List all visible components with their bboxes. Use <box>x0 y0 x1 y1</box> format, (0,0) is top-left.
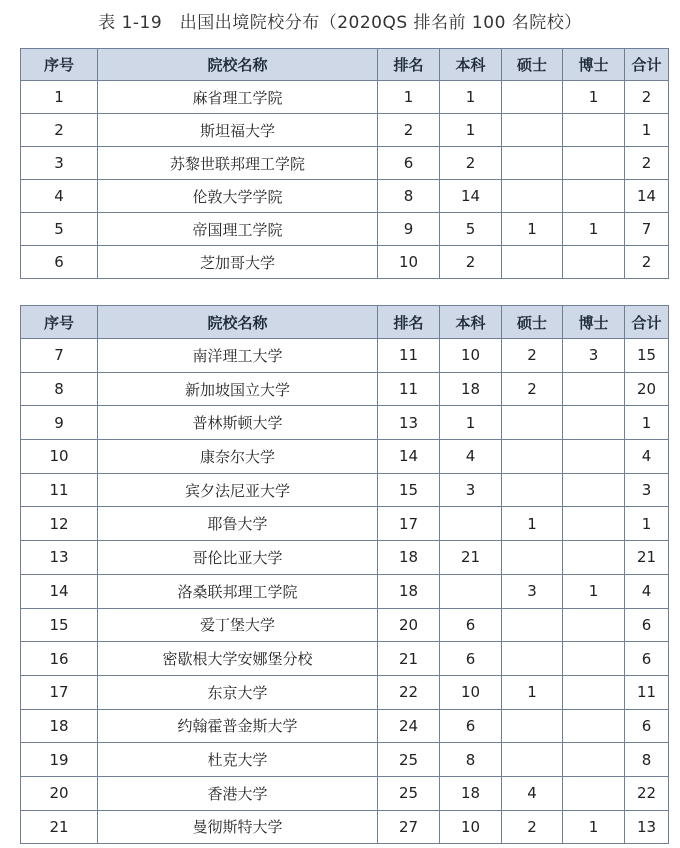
cell-bachelor: 10 <box>440 339 502 373</box>
column-header-total: 合计 <box>625 49 669 81</box>
header-row <box>21 306 669 339</box>
cell-total: 2 <box>625 246 669 279</box>
cell-rank: 18 <box>378 541 440 575</box>
cell-master <box>502 642 563 676</box>
cell-rank: 8 <box>378 180 440 213</box>
cell-rank: 1 <box>378 81 440 114</box>
cell-school-name: 康奈尔大学 <box>98 440 378 474</box>
cell-phd <box>563 642 625 676</box>
cell-master <box>502 440 563 474</box>
cell-school-name: 香港大学 <box>98 776 378 810</box>
cell-index: 15 <box>21 608 98 642</box>
cell-total: 6 <box>625 642 669 676</box>
cell-index: 11 <box>21 473 98 507</box>
page-title: 表 1-19 出国出境院校分布（2020QS 排名前 100 名院校） <box>98 13 582 33</box>
table-row <box>21 114 669 147</box>
cell-master <box>502 743 563 777</box>
column-header-phd: 博士 <box>563 49 625 81</box>
cell-index: 9 <box>21 406 98 440</box>
table-row <box>21 246 669 279</box>
cell-rank: 6 <box>378 147 440 180</box>
table-row <box>21 213 669 246</box>
cell-total: 21 <box>625 541 669 575</box>
cell-total: 4 <box>625 440 669 474</box>
cell-phd <box>563 608 625 642</box>
cell-master <box>502 114 563 147</box>
cell-index: 6 <box>21 246 98 279</box>
cell-bachelor: 21 <box>440 541 502 575</box>
cell-master: 2 <box>502 810 563 844</box>
cell-rank: 11 <box>378 372 440 406</box>
column-header-school: 院校名称 <box>98 49 378 81</box>
table-row <box>21 406 669 440</box>
column-header-index: 序号 <box>21 306 98 339</box>
cell-phd: 1 <box>563 574 625 608</box>
cell-rank: 13 <box>378 406 440 440</box>
cell-index: 20 <box>21 776 98 810</box>
cell-school-name: 南洋理工大学 <box>98 339 378 373</box>
table-row <box>21 642 669 676</box>
cell-rank: 17 <box>378 507 440 541</box>
table-row <box>21 574 669 608</box>
cell-phd <box>563 743 625 777</box>
table-row <box>21 507 669 541</box>
cell-bachelor: 6 <box>440 608 502 642</box>
cell-school-name: 帝国理工学院 <box>98 213 378 246</box>
cell-master <box>502 81 563 114</box>
cell-phd <box>563 440 625 474</box>
cell-school-name: 普林斯顿大学 <box>98 406 378 440</box>
cell-phd <box>563 246 625 279</box>
cell-bachelor: 4 <box>440 440 502 474</box>
cell-master <box>502 147 563 180</box>
cell-bachelor: 18 <box>440 372 502 406</box>
cell-total: 2 <box>625 81 669 114</box>
cell-rank: 25 <box>378 743 440 777</box>
cell-bachelor: 2 <box>440 147 502 180</box>
cell-rank: 24 <box>378 709 440 743</box>
cell-bachelor: 3 <box>440 473 502 507</box>
cell-total: 2 <box>625 147 669 180</box>
cell-rank: 11 <box>378 339 440 373</box>
cell-index: 16 <box>21 642 98 676</box>
cell-index: 18 <box>21 709 98 743</box>
cell-school-name: 爱丁堡大学 <box>98 608 378 642</box>
table-row <box>21 339 669 373</box>
cell-phd <box>563 473 625 507</box>
cell-bachelor: 18 <box>440 776 502 810</box>
column-header-phd: 博士 <box>563 306 625 339</box>
column-header-bachelor: 本科 <box>440 306 502 339</box>
cell-bachelor: 14 <box>440 180 502 213</box>
cell-rank: 21 <box>378 642 440 676</box>
cell-phd <box>563 372 625 406</box>
cell-phd <box>563 180 625 213</box>
cell-rank: 20 <box>378 608 440 642</box>
cell-index: 1 <box>21 81 98 114</box>
cell-school-name: 苏黎世联邦理工学院 <box>98 147 378 180</box>
cell-school-name: 宾夕法尼亚大学 <box>98 473 378 507</box>
table-row <box>21 81 669 114</box>
cell-phd: 1 <box>563 213 625 246</box>
institution-table-1 <box>20 48 669 279</box>
cell-index: 19 <box>21 743 98 777</box>
cell-rank: 27 <box>378 810 440 844</box>
cell-bachelor: 10 <box>440 810 502 844</box>
cell-total: 22 <box>625 776 669 810</box>
cell-total: 1 <box>625 406 669 440</box>
cell-master: 3 <box>502 574 563 608</box>
cell-total: 20 <box>625 372 669 406</box>
cell-total: 6 <box>625 709 669 743</box>
cell-master: 2 <box>502 339 563 373</box>
cell-bachelor: 1 <box>440 406 502 440</box>
cell-school-name: 伦敦大学学院 <box>98 180 378 213</box>
cell-bachelor: 5 <box>440 213 502 246</box>
column-header-bachelor: 本科 <box>440 49 502 81</box>
cell-rank: 25 <box>378 776 440 810</box>
cell-index: 21 <box>21 810 98 844</box>
cell-index: 14 <box>21 574 98 608</box>
table-row <box>21 147 669 180</box>
cell-phd <box>563 507 625 541</box>
column-header-index: 序号 <box>21 49 98 81</box>
cell-bachelor: 2 <box>440 246 502 279</box>
cell-index: 4 <box>21 180 98 213</box>
cell-school-name: 芝加哥大学 <box>98 246 378 279</box>
cell-rank: 9 <box>378 213 440 246</box>
cell-master <box>502 709 563 743</box>
header-row <box>21 49 669 81</box>
cell-bachelor: 1 <box>440 81 502 114</box>
cell-bachelor: 1 <box>440 114 502 147</box>
cell-index: 17 <box>21 675 98 709</box>
cell-phd <box>563 114 625 147</box>
cell-phd <box>563 675 625 709</box>
cell-phd <box>563 541 625 575</box>
cell-school-name: 麻省理工学院 <box>98 81 378 114</box>
column-header-master: 硕士 <box>502 49 563 81</box>
cell-school-name: 杜克大学 <box>98 743 378 777</box>
cell-master <box>502 246 563 279</box>
cell-index: 3 <box>21 147 98 180</box>
table-row <box>21 743 669 777</box>
cell-master <box>502 180 563 213</box>
cell-index: 5 <box>21 213 98 246</box>
table-row <box>21 473 669 507</box>
cell-bachelor <box>440 574 502 608</box>
cell-rank: 14 <box>378 440 440 474</box>
cell-total: 4 <box>625 574 669 608</box>
cell-master: 1 <box>502 507 563 541</box>
table-body <box>21 81 669 279</box>
cell-bachelor: 6 <box>440 642 502 676</box>
column-header-total: 合计 <box>625 306 669 339</box>
cell-school-name: 哥伦比亚大学 <box>98 541 378 575</box>
cell-school-name: 耶鲁大学 <box>98 507 378 541</box>
cell-total: 14 <box>625 180 669 213</box>
cell-master <box>502 608 563 642</box>
cell-total: 13 <box>625 810 669 844</box>
cell-total: 11 <box>625 675 669 709</box>
cell-master <box>502 406 563 440</box>
cell-total: 7 <box>625 213 669 246</box>
table-row <box>21 541 669 575</box>
cell-rank: 22 <box>378 675 440 709</box>
cell-bachelor: 10 <box>440 675 502 709</box>
cell-master <box>502 541 563 575</box>
cell-index: 7 <box>21 339 98 373</box>
cell-bachelor: 6 <box>440 709 502 743</box>
cell-index: 12 <box>21 507 98 541</box>
cell-phd <box>563 147 625 180</box>
cell-master: 1 <box>502 675 563 709</box>
table-row <box>21 709 669 743</box>
cell-total: 15 <box>625 339 669 373</box>
cell-total: 1 <box>625 114 669 147</box>
cell-school-name: 密歇根大学安娜堡分校 <box>98 642 378 676</box>
table-row <box>21 180 669 213</box>
cell-master <box>502 473 563 507</box>
cell-phd: 3 <box>563 339 625 373</box>
cell-index: 8 <box>21 372 98 406</box>
column-header-master: 硕士 <box>502 306 563 339</box>
cell-school-name: 东京大学 <box>98 675 378 709</box>
cell-school-name: 约翰霍普金斯大学 <box>98 709 378 743</box>
table-row <box>21 675 669 709</box>
cell-school-name: 洛桑联邦理工学院 <box>98 574 378 608</box>
cell-index: 13 <box>21 541 98 575</box>
column-header-school: 院校名称 <box>98 306 378 339</box>
institution-table-2 <box>20 305 669 844</box>
cell-master: 4 <box>502 776 563 810</box>
cell-index: 10 <box>21 440 98 474</box>
cell-rank: 18 <box>378 574 440 608</box>
cell-total: 3 <box>625 473 669 507</box>
cell-master: 2 <box>502 372 563 406</box>
table-row <box>21 440 669 474</box>
cell-total: 1 <box>625 507 669 541</box>
cell-total: 8 <box>625 743 669 777</box>
column-header-rank: 排名 <box>378 49 440 81</box>
cell-rank: 2 <box>378 114 440 147</box>
cell-total: 6 <box>625 608 669 642</box>
table-row <box>21 776 669 810</box>
cell-phd <box>563 776 625 810</box>
table-row <box>21 608 669 642</box>
column-header-rank: 排名 <box>378 306 440 339</box>
cell-phd <box>563 406 625 440</box>
cell-school-name: 曼彻斯特大学 <box>98 810 378 844</box>
cell-rank: 10 <box>378 246 440 279</box>
table-row <box>21 810 669 844</box>
cell-school-name: 新加坡国立大学 <box>98 372 378 406</box>
cell-rank: 15 <box>378 473 440 507</box>
cell-bachelor: 8 <box>440 743 502 777</box>
cell-phd: 1 <box>563 810 625 844</box>
cell-bachelor <box>440 507 502 541</box>
table-body <box>21 339 669 844</box>
cell-master: 1 <box>502 213 563 246</box>
cell-school-name: 斯坦福大学 <box>98 114 378 147</box>
cell-phd <box>563 709 625 743</box>
cell-index: 2 <box>21 114 98 147</box>
cell-phd: 1 <box>563 81 625 114</box>
table-row <box>21 372 669 406</box>
